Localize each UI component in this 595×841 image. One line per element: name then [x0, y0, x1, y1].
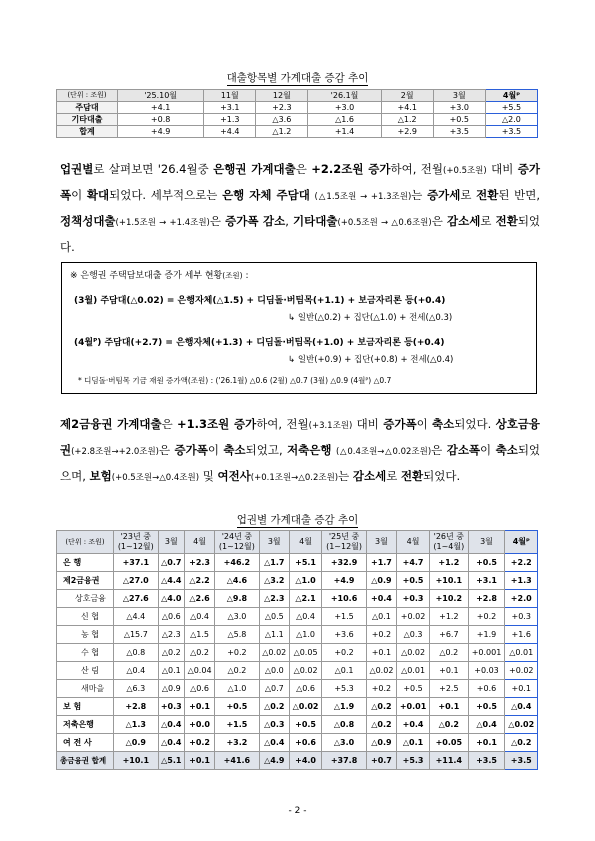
- cell: △1.2: [381, 114, 433, 126]
- cell: △4.6: [215, 572, 260, 590]
- cell: +0.0: [184, 716, 214, 734]
- table-row: [57, 644, 538, 662]
- cell: △4.4: [158, 572, 184, 590]
- cell: +0.2: [366, 680, 396, 698]
- cell: △0.02: [289, 698, 321, 716]
- cell: +10.6: [322, 590, 367, 608]
- cell: +3.5: [468, 752, 505, 770]
- cell: △0.2: [215, 662, 260, 680]
- cell: △0.4: [184, 608, 214, 626]
- cell: +0.03: [468, 662, 505, 680]
- cell: +3.0: [433, 102, 485, 114]
- col-header: 2월: [381, 90, 433, 102]
- cell: △0.6: [158, 608, 184, 626]
- unit-label: (단위 : 조원): [57, 90, 118, 102]
- col-header: '25년 중 (1~12월): [322, 531, 367, 554]
- cell: △0.2: [505, 734, 538, 752]
- cell: +3.5: [433, 126, 485, 138]
- cell: △0.7: [158, 554, 184, 572]
- cell: △0.2: [158, 644, 184, 662]
- cell: △0.4: [158, 716, 184, 734]
- april-sub-breakdown: ↳ 일반(+0.9) + 집단(+0.8) + 전세(△0.4): [288, 355, 454, 365]
- table-row: [57, 590, 538, 608]
- cell: △5.1: [158, 752, 184, 770]
- cell: △0.1: [322, 662, 367, 680]
- cell: △4.9: [259, 752, 289, 770]
- row-label: 농 협: [57, 626, 114, 644]
- cell: △2.6: [184, 590, 214, 608]
- col-header: 12월: [256, 90, 308, 102]
- row-label: 은 행: [57, 554, 114, 572]
- cell: +0.1: [430, 662, 468, 680]
- cell: +0.02: [396, 608, 429, 626]
- cell: +1.6: [505, 626, 538, 644]
- cell: +0.5: [433, 114, 485, 126]
- cell: △2.1: [289, 590, 321, 608]
- cell: △0.8: [114, 644, 159, 662]
- cell: +0.001: [468, 644, 505, 662]
- cell: +0.1: [184, 752, 214, 770]
- cell: +1.2: [430, 608, 468, 626]
- cell: +32.9: [322, 554, 367, 572]
- cell: +1.7: [366, 554, 396, 572]
- cell: △9.8: [215, 590, 260, 608]
- table-row: [57, 554, 538, 572]
- row-label: 보 험: [57, 698, 114, 716]
- cell: +0.7: [366, 752, 396, 770]
- march-breakdown: (3월) 주담대(△0.02) = 은행자체(△1.5) + 디딤돌·버팀목(+1.1) + 보금자리론 등(+0.4): [74, 296, 446, 306]
- row-label: 제2금융권: [57, 572, 114, 590]
- cell: △4.4: [114, 608, 159, 626]
- cell: △3.0: [322, 734, 367, 752]
- cell: △1.2: [256, 126, 308, 138]
- cell: △0.9: [158, 680, 184, 698]
- cell: +2.3: [256, 102, 308, 114]
- col-header: '26년 중 (1~4월): [430, 531, 468, 554]
- cell: +0.02: [505, 662, 538, 680]
- cell: △27.6: [114, 590, 159, 608]
- cell: △2.3: [158, 626, 184, 644]
- cell: +0.2: [468, 608, 505, 626]
- cell: +0.3: [396, 590, 429, 608]
- cell: △0.05: [289, 644, 321, 662]
- cell: △0.9: [366, 734, 396, 752]
- col-header: '23년 중 (1~12월): [114, 531, 159, 554]
- cell: △0.2: [184, 644, 214, 662]
- cell: △27.0: [114, 572, 159, 590]
- cell: △0.3: [396, 626, 429, 644]
- cell: +2.0: [505, 590, 538, 608]
- cell: +0.4: [366, 590, 396, 608]
- cell: △0.04: [184, 662, 214, 680]
- cell: +0.05: [430, 734, 468, 752]
- row-label: 신 협: [57, 608, 114, 626]
- cell: △0.7: [259, 680, 289, 698]
- cell: +0.1: [366, 644, 396, 662]
- table2-title: 업권별 가계대출 증감 추이: [236, 514, 359, 526]
- cell: +0.6: [468, 680, 505, 698]
- cell: △0.1: [396, 734, 429, 752]
- cell: +0.2: [366, 626, 396, 644]
- cell: △1.0: [289, 626, 321, 644]
- cell: △6.3: [114, 680, 159, 698]
- cell: +0.1: [505, 680, 538, 698]
- cell: +41.6: [215, 752, 260, 770]
- cell: +4.7: [396, 554, 429, 572]
- cell: +0.5: [289, 716, 321, 734]
- col-header: 4월: [396, 531, 429, 554]
- cell: +5.3: [322, 680, 367, 698]
- cell: +3.2: [215, 734, 260, 752]
- col-header: 3월: [259, 531, 289, 554]
- table-row: [57, 680, 538, 698]
- cell: △5.8: [215, 626, 260, 644]
- cell: +4.9: [118, 126, 204, 138]
- cell: +37.8: [322, 752, 367, 770]
- cell: △0.4: [468, 716, 505, 734]
- box-heading: ※ 은행권 주택담보대출 증가 세부 현황(조원) :: [70, 271, 249, 281]
- cell: +0.5: [396, 572, 429, 590]
- cell: △0.9: [366, 572, 396, 590]
- cell: +10.2: [430, 590, 468, 608]
- col-header: 3월: [158, 531, 184, 554]
- cell: +37.1: [114, 554, 159, 572]
- cell: △0.02: [396, 644, 429, 662]
- cell: △0.6: [289, 680, 321, 698]
- col-header: '25.10월: [118, 90, 204, 102]
- march-sub-breakdown: ↳ 일반(△0.2) + 집단(△1.0) + 전세(△0.3): [288, 313, 453, 323]
- cell: +2.3: [184, 554, 214, 572]
- row-label: 주담대: [57, 102, 118, 114]
- cell: △0.01: [396, 662, 429, 680]
- table-row: [57, 752, 538, 770]
- col-header: 3월: [433, 90, 485, 102]
- table-row: [57, 126, 538, 138]
- cell: +0.8: [118, 114, 204, 126]
- page-number: - 2 -: [288, 806, 307, 816]
- cell: +0.5: [215, 698, 260, 716]
- col-header: 4월: [184, 531, 214, 554]
- loan-type-table: [56, 89, 538, 138]
- fund-note: * 디딤돌·버팀목 기금 재원 증가액(조원) : ('26.1월) △0.6 (2월) △0.7 (3월) △0.9 (4월ᴾ) △0.7: [78, 376, 392, 385]
- cell: +1.9: [468, 626, 505, 644]
- table-row: [57, 716, 538, 734]
- cell: +4.9: [322, 572, 367, 590]
- row-label: 새마을: [57, 680, 114, 698]
- cell: +3.1: [468, 572, 505, 590]
- cell: +6.7: [430, 626, 468, 644]
- cell: +0.5: [396, 680, 429, 698]
- cell: △1.1: [259, 626, 289, 644]
- cell: +0.3: [505, 608, 538, 626]
- sector-table: [56, 530, 538, 770]
- cell: △1.0: [215, 680, 260, 698]
- cell: +2.9: [381, 126, 433, 138]
- cell-highlight: +3.5: [485, 126, 537, 138]
- cell: △4.0: [158, 590, 184, 608]
- cell: △0.2: [259, 698, 289, 716]
- cell: △0.8: [322, 716, 367, 734]
- unit-label: (단위 : 조원): [57, 531, 114, 554]
- cell: △0.02: [505, 716, 538, 734]
- col-header: '26.1월: [308, 90, 381, 102]
- cell: +11.4: [430, 752, 468, 770]
- mortgage-detail-box: [61, 262, 537, 394]
- cell: +1.4: [308, 126, 381, 138]
- cell: +4.4: [204, 126, 256, 138]
- table-header-row: [57, 531, 538, 554]
- cell: +5.1: [289, 554, 321, 572]
- cell: △0.02: [366, 662, 396, 680]
- cell: +2.8: [468, 590, 505, 608]
- cell: +0.4: [396, 716, 429, 734]
- table-header-row: [57, 90, 538, 102]
- cell: △2.2: [184, 572, 214, 590]
- cell: △3.6: [256, 114, 308, 126]
- cell: +1.2: [430, 554, 468, 572]
- cell: △1.6: [308, 114, 381, 126]
- table1-title: 대출항목별 가계대출 증감 추이: [226, 72, 369, 84]
- cell: +0.1: [184, 698, 214, 716]
- row-label: 합계: [57, 126, 118, 138]
- cell: △0.3: [259, 716, 289, 734]
- cell: +1.3: [505, 572, 538, 590]
- cell: △0.2: [366, 698, 396, 716]
- table-row: [57, 572, 538, 590]
- cell: △1.7: [259, 554, 289, 572]
- cell: +10.1: [114, 752, 159, 770]
- cell: △0.2: [430, 644, 468, 662]
- cell: +0.5: [468, 554, 505, 572]
- col-header-highlight: 4월ᴾ: [485, 90, 537, 102]
- cell: △3.2: [259, 572, 289, 590]
- cell: △0.1: [158, 662, 184, 680]
- row-label: 수 협: [57, 644, 114, 662]
- cell: △0.1: [366, 608, 396, 626]
- cell: △0.4: [114, 662, 159, 680]
- col-header: 3월: [468, 531, 505, 554]
- cell: △1.5: [184, 626, 214, 644]
- cell: △0.4: [259, 734, 289, 752]
- cell: +5.3: [396, 752, 429, 770]
- cell: +3.1: [204, 102, 256, 114]
- cell: +0.2: [215, 644, 260, 662]
- cell: △0.02: [259, 644, 289, 662]
- row-label: 기타대출: [57, 114, 118, 126]
- col-header: 3월: [366, 531, 396, 554]
- table-row: [57, 626, 538, 644]
- cell: △3.0: [215, 608, 260, 626]
- cell: △0.4: [289, 608, 321, 626]
- cell: +1.5: [322, 608, 367, 626]
- cell: △15.7: [114, 626, 159, 644]
- cell: +2.5: [430, 680, 468, 698]
- cell: +0.2: [322, 644, 367, 662]
- col-header: 4월: [289, 531, 321, 554]
- cell: △0.4: [158, 734, 184, 752]
- cell: +4.1: [381, 102, 433, 114]
- cell: +3.0: [308, 102, 381, 114]
- cell: +2.8: [114, 698, 159, 716]
- cell: +0.2: [184, 734, 214, 752]
- cell: +0.5: [468, 698, 505, 716]
- table-row: [57, 662, 538, 680]
- april-breakdown: (4월ᴾ) 주담대(+2.7) = 은행자체(+1.3) + 디딤돌·버팀목(+1.0) + 보금자리론 등(+0.4): [74, 338, 445, 348]
- cell: △0.4: [505, 698, 538, 716]
- table-row: [57, 608, 538, 626]
- table-row: [57, 102, 538, 114]
- table-row: [57, 114, 538, 126]
- cell: +1.3: [204, 114, 256, 126]
- row-label: 총금융권 합계: [57, 752, 114, 770]
- cell: +0.3: [158, 698, 184, 716]
- paragraph-bank: 업권별로 살펴보면 '26.4월중 은행권 가계대출은 +2.2조원 증가하여, 전월(+0.5조원) 대비 증가폭이 확대되었다. 세부적으로는 은행 자체 주담대 (△1.5조원 → +1.3조원)는 증가세로 전환된 반면, 정책성대출(+1.5조원 → +1.4조원)은 증가폭 감소, 기타대출(+0.5조원 → △0.6조원)은 감소세로 전환되었다.: [60, 162, 541, 254]
- cell: △0.2: [430, 716, 468, 734]
- cell: △0.01: [505, 644, 538, 662]
- cell: +1.5: [215, 716, 260, 734]
- col-header: '24년 중 (1~12월): [215, 531, 260, 554]
- paragraph-nonbank: 제2금융권 가계대출은 +1.3조원 증가하여, 전월(+3.1조원) 대비 증가폭이 축소되었다. 상호금융권(+2.8조원→+2.0조원)은 증가폭이 축소되었고, 저축은행 (△0.4조원→△0.02조원)은 감소폭이 축소되었으며, 보험(+0.5조원→△0.4조원) 및 여전사(+0.1조원→△0.2조원)는 감소세로 전환되었다.: [60, 417, 541, 483]
- col-header: 4월ᴾ: [505, 531, 538, 554]
- cell: +0.1: [468, 734, 505, 752]
- cell: △0.2: [366, 716, 396, 734]
- cell: △1.9: [322, 698, 367, 716]
- cell: +10.1: [430, 572, 468, 590]
- cell: +4.0: [289, 752, 321, 770]
- cell: +46.2: [215, 554, 260, 572]
- row-label: 산 림: [57, 662, 114, 680]
- cell: +3.6: [322, 626, 367, 644]
- cell: △2.3: [259, 590, 289, 608]
- cell: +0.6: [289, 734, 321, 752]
- row-label: 여 전 사: [57, 734, 114, 752]
- table-row: [57, 734, 538, 752]
- cell: +3.5: [505, 752, 538, 770]
- cell: △0.6: [184, 680, 214, 698]
- cell: △0.0: [259, 662, 289, 680]
- row-label: 상호금융: [57, 590, 114, 608]
- row-label: 저축은행: [57, 716, 114, 734]
- cell: +4.1: [118, 102, 204, 114]
- cell: △0.5: [259, 608, 289, 626]
- col-header: 11월: [204, 90, 256, 102]
- cell-highlight: +5.5: [485, 102, 537, 114]
- cell: △1.3: [114, 716, 159, 734]
- cell: △1.0: [289, 572, 321, 590]
- cell: +0.01: [396, 698, 429, 716]
- cell: +2.2: [505, 554, 538, 572]
- cell: △0.9: [114, 734, 159, 752]
- cell: +0.1: [430, 698, 468, 716]
- table-row: [57, 698, 538, 716]
- cell: △0.02: [289, 662, 321, 680]
- cell-highlight: △2.0: [485, 114, 537, 126]
